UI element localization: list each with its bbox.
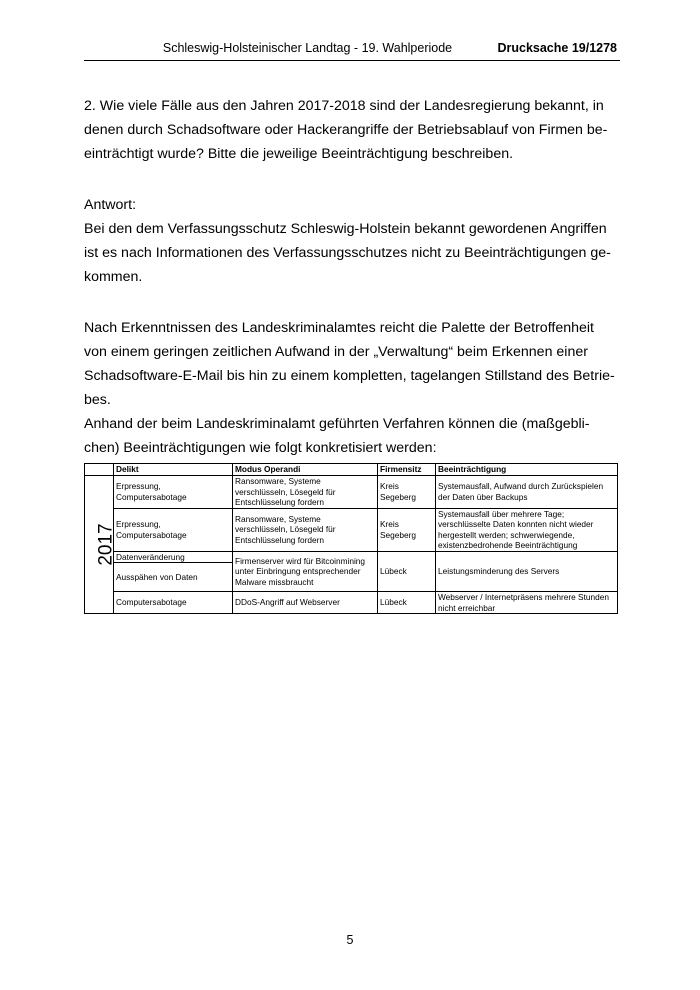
- modus-cell: Firmenserver wird für Bitcoinmining unter Einbringung entsprechender Malware missbraucht: [233, 551, 378, 592]
- table-row: [85, 551, 618, 563]
- text-line: Bei den dem Verfassungsschutz Schleswig-Holstein bekannt gewordenen Angriffen: [84, 221, 607, 237]
- header-cell-delikt: Delikt: [114, 464, 233, 476]
- drucksache-number: Drucksache 19/1278: [497, 41, 617, 55]
- table-row: [85, 476, 618, 509]
- text-line: Nach Erkenntnissen des Landeskriminalamtes reicht die Palette der Betroffenheit: [84, 320, 594, 336]
- delikt-cell: Datenveränderung: [114, 551, 233, 563]
- text-line: kommen.: [84, 269, 143, 285]
- beeintraechtigung-cell: Leistungsminderung des Servers: [436, 551, 618, 592]
- text-line: bes.: [84, 392, 111, 408]
- firmensitz-cell: Kreis Segeberg: [378, 508, 436, 551]
- firmensitz-cell: Kreis Segeberg: [378, 476, 436, 509]
- firmensitz-cell: Lübeck: [378, 551, 436, 592]
- page-number: 5: [346, 933, 354, 947]
- beeintraechtigung-cell: Systemausfall, Aufwand durch Zurückspielen der Daten über Backups: [436, 476, 618, 509]
- delikt-cell: Erpressung, Computersabotage: [114, 476, 233, 509]
- answer-label: Antwort:: [84, 197, 137, 213]
- beeintraechtigung-cell: Webserver / Internetpräsens mehrere Stunden nicht erreichbar: [436, 592, 618, 614]
- text-line: chen) Beeinträchtigungen wie folgt konkretisiert werden:: [84, 440, 437, 456]
- modus-cell: Ransomware, Systeme verschlüsseln, Lösegeld für Entschlüsselung fordern: [233, 508, 378, 551]
- modus-cell: Ransomware, Systeme verschlüsseln, Lösegeld für Entschlüsselung fordern: [233, 476, 378, 509]
- table-header-row: [85, 464, 618, 476]
- header-cell-modus: Modus Operandi: [233, 464, 378, 476]
- page-header: [84, 38, 620, 61]
- question-paragraph: [84, 94, 624, 166]
- header-title: Schleswig-Holsteinischer Landtag - 19. Wahlperiode: [162, 41, 453, 55]
- table-row: [85, 592, 618, 614]
- header-cell-empty: [85, 464, 114, 476]
- firmensitz-cell: Lübeck: [378, 592, 436, 614]
- delikt-cell: Ausspähen von Daten: [114, 563, 233, 592]
- text-line: Anhand der beim Landeskriminalamt geführten Verfahren können die (maßgebli-: [84, 416, 590, 432]
- text-line: 2. Wie viele Fälle aus den Jahren 2017-2018 sind der Landesregierung bekannt, in: [84, 98, 604, 114]
- text-line: Schadsoftware-E-Mail bis hin zu einem kompletten, tagelangen Stillstand des Betrie-: [84, 368, 615, 384]
- table-row: [85, 508, 618, 551]
- year-cell: [85, 476, 117, 614]
- year-label: 2017: [95, 523, 117, 566]
- answer-paragraph: [84, 193, 624, 289]
- cases-table: [84, 463, 618, 614]
- text-line: von einem geringen zeitlichen Aufwand in der „Verwaltung“ beim Erkennen einer: [84, 344, 588, 360]
- text-line: einträchtigt wurde? Bitte die jeweilige Beeinträchtigung beschreiben.: [84, 146, 514, 162]
- text-line: denen durch Schadsoftware oder Hackerangriffe der Betriebsablauf von Firmen be-: [84, 122, 608, 138]
- header-cell-firmensitz: Firmensitz: [378, 464, 436, 476]
- delikt-cell: Erpressung, Computersabotage: [114, 508, 233, 551]
- delikt-cell: Computersabotage: [114, 592, 233, 614]
- header-cell-beeintraechtigung: Beeinträchtigung: [436, 464, 618, 476]
- text-line: ist es nach Informationen des Verfassungsschutzes nicht zu Beeinträchtigungen ge-: [84, 245, 611, 261]
- modus-cell: DDoS-Angriff auf Webserver: [233, 592, 378, 614]
- beeintraechtigung-cell: Systemausfall über mehrere Tage; verschlüsselte Daten konnten nicht wieder hergestellt werden; schwerwiegende, existenzbedrohende Beeinträchtigung: [436, 508, 618, 551]
- lka-paragraph: [84, 316, 624, 460]
